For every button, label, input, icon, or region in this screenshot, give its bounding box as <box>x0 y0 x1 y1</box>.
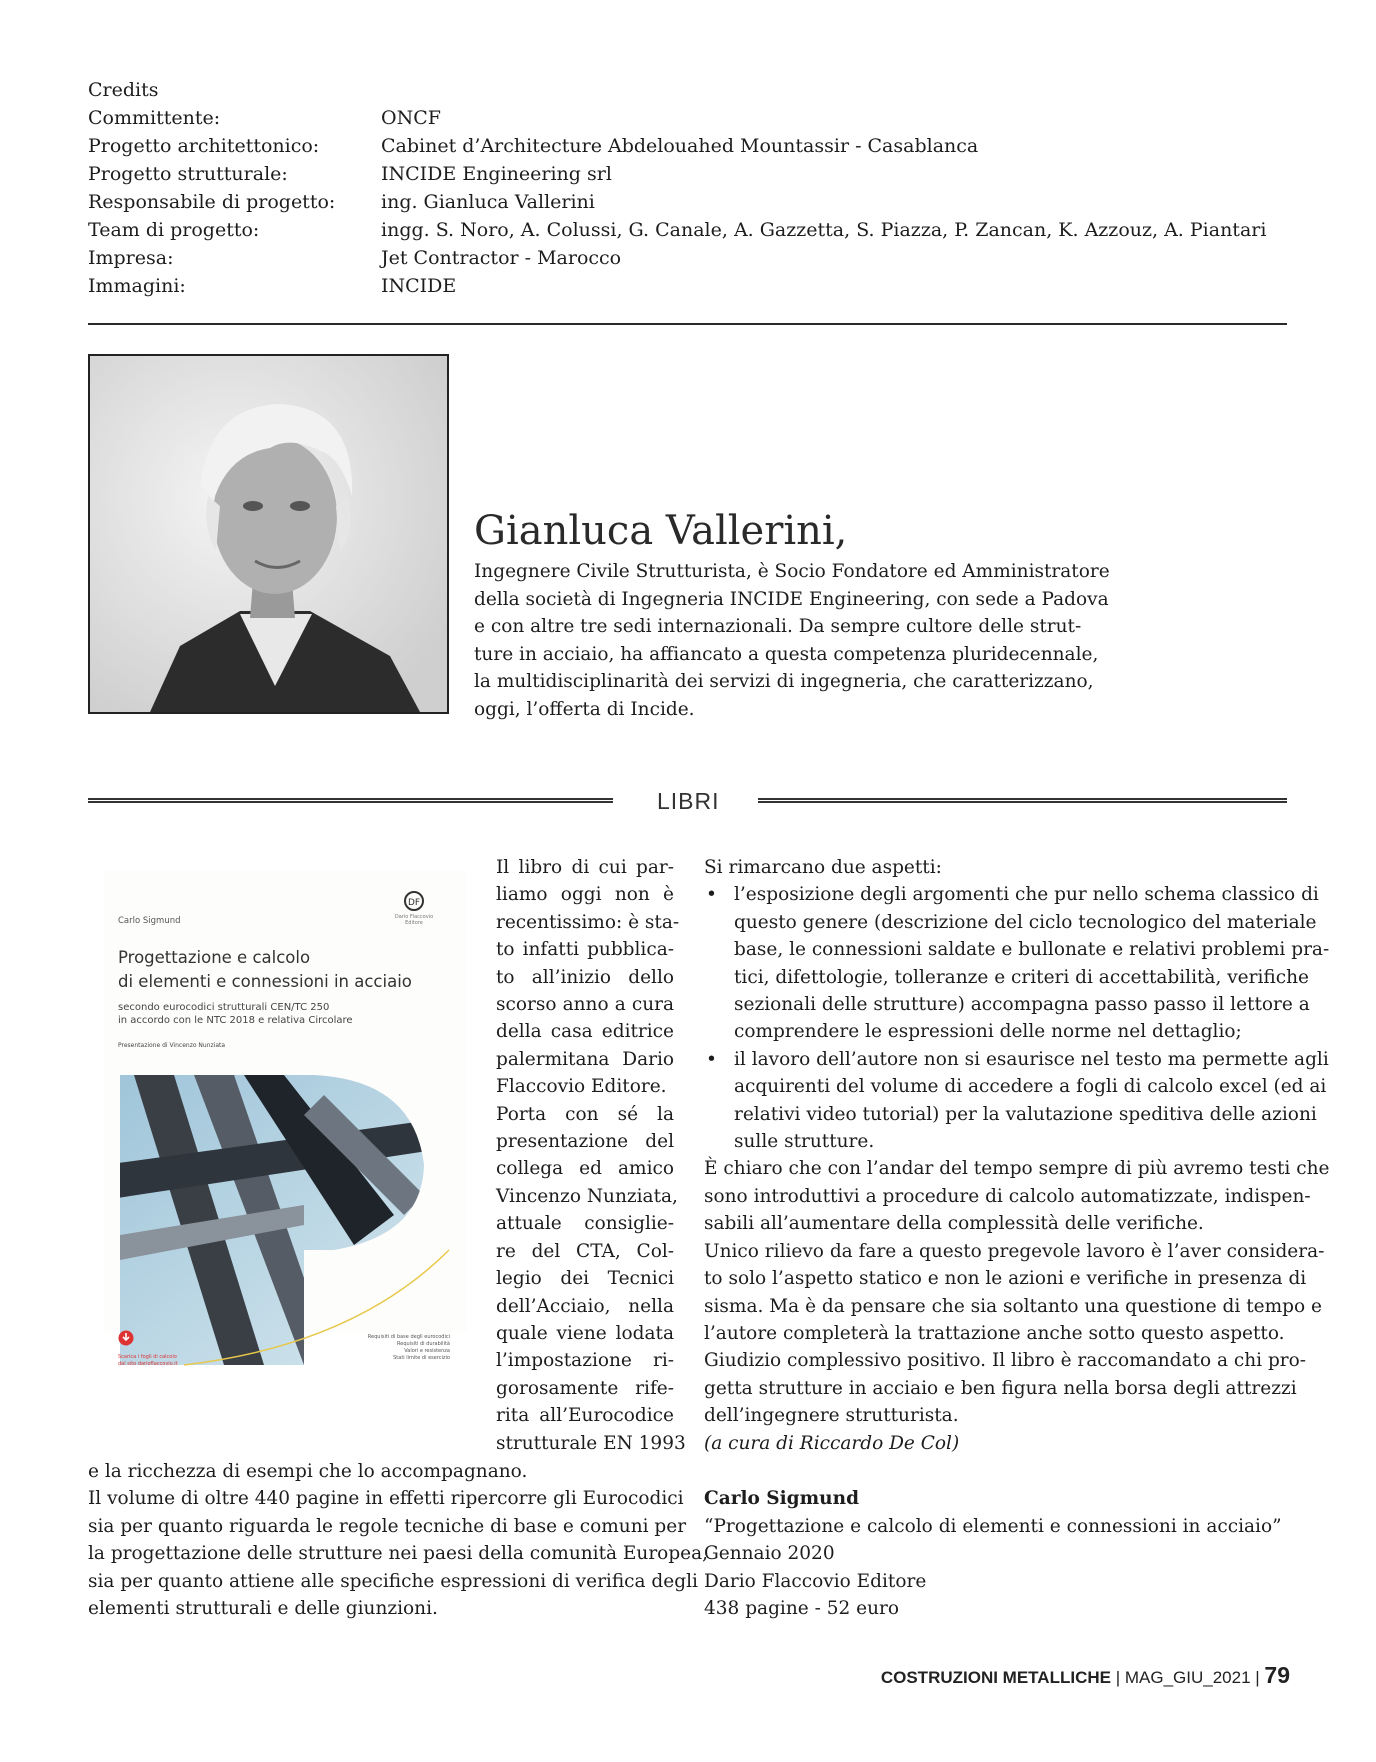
cover-presentation: Presentazione di Vincenzo Nunziata <box>118 1042 226 1049</box>
book-pages-price: 438 pagine - 52 euro <box>704 1598 899 1620</box>
article-intro: Si rimarcano due aspetti: <box>704 857 942 878</box>
cover-download-note <box>118 1330 134 1349</box>
list-item <box>704 881 1330 1045</box>
article-line: • il lavoro dell’autore non si esaurisce nel testo ma permette agli <box>734 1048 1329 1070</box>
cover-contents-line: Requisiti di durabilità <box>397 1341 450 1347</box>
bio-line: ture in acciaio, ha affiancato a questa competenza pluridecennale, <box>474 643 1099 665</box>
portrait-illustration <box>90 356 447 712</box>
article-column-2 <box>704 854 1330 1457</box>
article-line: sisma. Ma è da pensare che sia soltanto una questione di tempo e <box>704 1295 1322 1317</box>
publisher-logo-icon <box>403 890 425 912</box>
cover-download-line: dal sito darioflaccovio.it <box>118 1361 178 1367</box>
credits-heading: Credits <box>88 79 159 101</box>
credits-value: ONCF <box>381 107 441 129</box>
credits-value: Cabinet d’Architecture Abdelouahed Mountassir - Casablanca <box>381 135 979 157</box>
svg-text:DF: DF <box>407 898 421 908</box>
article-line: l’impostazione ri- <box>496 1350 674 1372</box>
cover-contents-line: Valori e resistenza <box>404 1348 450 1354</box>
article-line: l’autore completerà la trattazione anche sotto questo aspetto. <box>704 1322 1285 1344</box>
credits-row <box>88 272 1288 300</box>
aspects-list <box>704 881 1330 1155</box>
section-rule-left <box>88 798 613 803</box>
article-line: sabili all’aumentare della complessità delle verifiche. <box>704 1213 1204 1235</box>
article-line: questo genere (descrizione del ciclo tecnologico del materiale <box>734 911 1317 933</box>
article-line: acquirenti del volume di accedere a fogli di calcolo excel (ed ai <box>734 1076 1327 1098</box>
article-line: Il volume di oltre 440 pagine in effetti ripercorre gli Eurocodici <box>88 1488 684 1510</box>
credits-label: Committente: <box>88 107 221 129</box>
article-signature: (a cura di Riccardo De Col) <box>704 1432 960 1454</box>
cover-title-line: di elementi e connessioni in acciaio <box>118 972 412 991</box>
article-column-1 <box>496 854 686 1457</box>
article-line: sono introduttivi a procedure di calcolo automatizzate, indispen- <box>704 1185 1311 1207</box>
list-item <box>704 1046 1329 1156</box>
cover-title <box>118 946 412 994</box>
article-line: to solo l’aspetto statico e non le azioni e verifiche in presenza di <box>704 1268 1307 1290</box>
article-line: strutturale EN 1993 <box>496 1432 686 1454</box>
book-title: “Progettazione e calcolo di elementi e connessioni in acciaio” <box>704 1515 1282 1537</box>
cover-download-text <box>118 1354 178 1368</box>
credits-row <box>88 188 1288 216</box>
author-bio <box>474 558 1110 723</box>
article-line: attuale consiglie- <box>496 1213 674 1235</box>
credits-value: INCIDE <box>381 275 457 297</box>
article-line: relativi video tutorial) per la valutazione speditiva delle azioni <box>734 1103 1317 1125</box>
article-line: re del CTA, Col- <box>496 1240 674 1262</box>
cover-publisher <box>389 890 439 926</box>
cover-author: Carlo Sigmund <box>118 916 181 926</box>
credits-block <box>88 76 1288 300</box>
bio-line: la multidisciplinarità dei servizi di ingegneria, che caratterizzano, <box>474 671 1094 692</box>
article-line: gorosamente rife- <box>496 1377 674 1399</box>
cover-title-line: Progettazione e calcolo <box>118 948 311 967</box>
download-icon <box>118 1330 134 1346</box>
bio-line: della società di Ingegneria INCIDE Engineering, con sede a Padova <box>474 588 1109 610</box>
book-author: Carlo Sigmund <box>704 1488 860 1509</box>
article-line: dell’ingegnere strutturista. <box>704 1405 959 1427</box>
credits-row <box>88 132 1288 160</box>
credits-label: Progetto architettonico: <box>88 135 320 157</box>
article-line: comprendere le espressioni delle norme nel dettaglio; <box>734 1021 1242 1043</box>
article-line: sezionali delle strutture) accompagna passo passo il lettore a <box>734 994 1310 1016</box>
article-line: scorso anno a cura <box>496 994 674 1016</box>
credits-value: INCIDE Engineering srl <box>381 163 612 185</box>
credits-label: Progetto strutturale: <box>88 163 288 185</box>
cover-subtitle-line: in accordo con le NTC 2018 e relativa Circolare <box>118 1015 353 1026</box>
credits-value: ing. Gianluca Vallerini <box>381 191 595 213</box>
article-line: e la ricchezza di esempi che lo accompagnano. <box>88 1461 528 1482</box>
article-line: della casa editrice <box>496 1021 674 1043</box>
cover-subtitle-line: secondo eurocodici strutturali CEN/TC 250 <box>118 1002 330 1013</box>
bio-line: Ingegnere Civile Strutturista, è Socio Fondatore ed Amministratore <box>474 561 1110 582</box>
issue-label: MAG_GIU_2021 <box>1124 1668 1251 1687</box>
article-line: to all’inizio dello <box>496 966 674 988</box>
article-column-1-continued <box>88 1458 709 1622</box>
article-line: • l’esposizione degli argomenti che pur nello schema classico di <box>734 884 1319 906</box>
author-name: Gianluca Vallerini, <box>474 508 848 554</box>
article-line: getta strutture in acciaio e ben figura nella borsa degli attrezzi <box>704 1377 1297 1399</box>
cover-publisher-name: Dario Flaccovio Editore <box>394 914 434 926</box>
credits-row <box>88 104 1288 132</box>
book-cover <box>104 870 467 1367</box>
article-line: Vincenzo Nunziata, <box>496 1185 678 1207</box>
cover-subtitle <box>118 1001 353 1027</box>
credits-row <box>88 160 1288 188</box>
section-title: LIBRI <box>657 788 720 814</box>
bio-line: e con altre tre sedi internazionali. Da sempre cultore delle strut- <box>474 616 1082 637</box>
article-line: la progettazione delle strutture nei paesi della comunità Europea, <box>88 1543 709 1565</box>
article-line: rita all’Eurocodice <box>496 1405 674 1427</box>
credits-row <box>88 244 1288 272</box>
article-line: È chiaro che con l’andar del tempo sempre di più avremo testi che <box>704 1158 1330 1180</box>
credits-label: Impresa: <box>88 247 174 269</box>
article-line: Giudizio complessivo positivo. Il libro è raccomandato a chi pro- <box>704 1350 1307 1372</box>
bio-line: oggi, l’offerta di Incide. <box>474 698 695 720</box>
credits-label: Team di progetto: <box>88 219 260 241</box>
section-rule-right <box>758 798 1287 803</box>
article-line: base, le connessioni saldate e bullonate e relativi problemi pra- <box>734 939 1330 961</box>
footer-separator: | <box>1115 1668 1125 1687</box>
article-line: presentazione del <box>496 1131 674 1153</box>
book-publisher: Dario Flaccovio Editore <box>704 1570 927 1592</box>
article-line: Flaccovio Editore. <box>496 1076 667 1098</box>
cover-contents <box>300 1334 450 1362</box>
article-line: liamo oggi non è <box>496 884 674 906</box>
article-line: quale viene lodata <box>496 1322 674 1344</box>
article-line: Unico rilievo da fare a questo pregevole lavoro è l’aver considera- <box>704 1240 1325 1262</box>
magazine-name: COSTRUZIONI METALLICHE <box>880 1668 1111 1687</box>
book-date: Gennaio 2020 <box>704 1543 835 1565</box>
credits-value: ingg. S. Noro, A. Colussi, G. Canale, A. Gazzetta, S. Piazza, P. Zancan, K. Azzouz, A. Piantari <box>381 219 1267 241</box>
credits-label: Immagini: <box>88 275 186 297</box>
cover-artwork <box>104 1075 467 1365</box>
article-line: elementi strutturali e delle giunzioni. <box>88 1598 438 1620</box>
article-line: sulle strutture. <box>734 1131 875 1153</box>
credits-label: Responsabile di progetto: <box>88 191 336 213</box>
cover-download-line: Scarica i fogli di calcolo <box>118 1354 177 1360</box>
article-line: tici, difettologie, tolleranze e criteri di accettabilità, verifiche <box>734 966 1309 988</box>
article-line: Il libro di cui par- <box>496 857 674 878</box>
credits-value: Jet Contractor - Marocco <box>381 247 622 269</box>
article-line: dell’Acciaio, nella <box>496 1295 674 1317</box>
article-line: legio dei Tecnici <box>496 1268 674 1290</box>
article-line: collega ed amico <box>496 1158 674 1180</box>
cover-contents-line: Stati limite di esercizio <box>393 1355 450 1361</box>
book-details <box>704 1485 1304 1623</box>
credits-divider <box>88 323 1287 325</box>
article-line: to infatti pubblica- <box>496 939 674 961</box>
author-portrait-photo <box>88 354 449 714</box>
article-line: palermitana Dario <box>496 1048 674 1070</box>
article-line: recentissimo: è sta- <box>496 911 680 933</box>
footer-separator: | <box>1255 1668 1265 1687</box>
article-line: sia per quanto riguarda le regole tecniche di base e comuni per <box>88 1515 687 1537</box>
page-footer <box>881 1662 1290 1689</box>
article-line: sia per quanto attiene alle specifiche espressioni di verifica degli <box>88 1570 698 1592</box>
cover-contents-line: Requisiti di base degli eurocodici <box>367 1334 450 1340</box>
article-line: Porta con sé la <box>496 1103 674 1125</box>
page-number: 79 <box>1264 1662 1290 1688</box>
credits-row <box>88 216 1288 244</box>
